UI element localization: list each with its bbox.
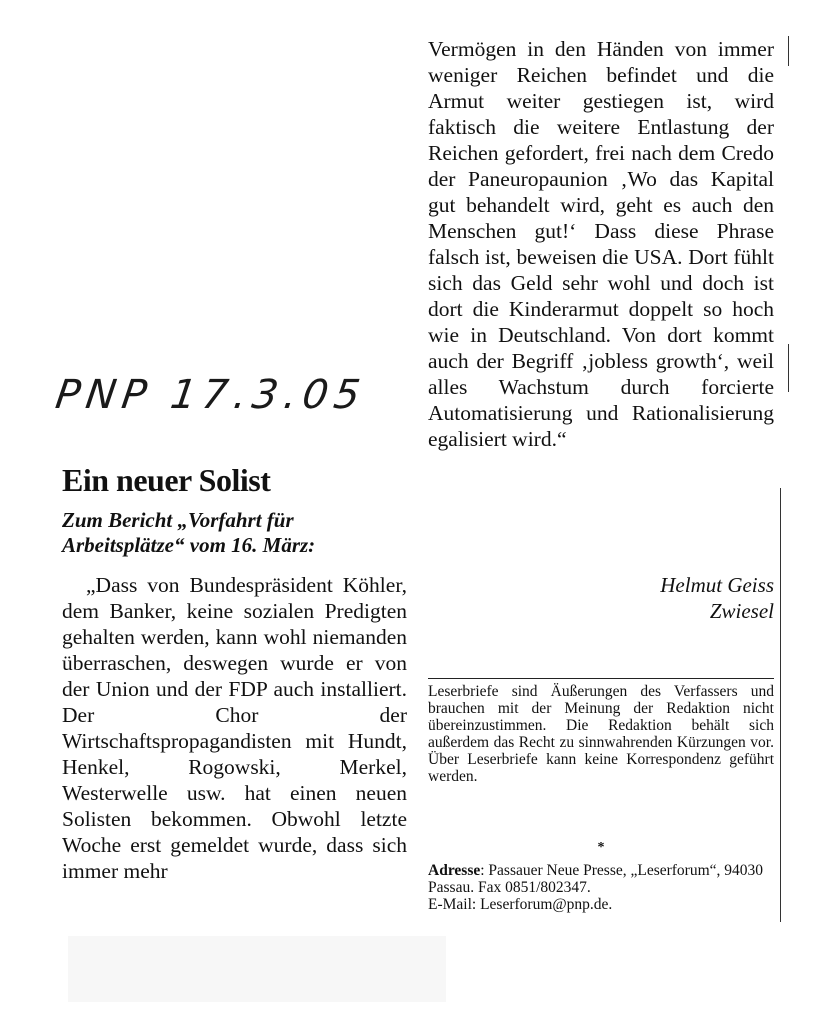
article-body-left-text: „Dass von Bundespräsident Köhler, dem Banker, keine sozialen Predigten gehalten werden, kann wohl niemanden überraschen, deswegen wurde er von der Union und der FDP auch installiert. Der Chor der Wirtschaftspropagandisten mit Hundt, Henkel, Rogowski, Merkel, Westerwelle usw. hat einen neuen Solisten bekommen. Obwohl letzte Woche erst gemeldet wurde, dass sich immer mehr [62, 573, 407, 883]
disclaimer-note: Leserbriefe sind Äußerungen des Verfassers und brauchen mit der Meinung der Redaktion nicht übereinzustimmen. Die Redaktion behält sich außerdem das Recht zu sinnwahrenden Kürzungen vor. Über Leserbriefe kann keine Korrespondenz geführt werden. [428, 683, 774, 785]
address-text: : Passauer Neue Presse, „Leserforum“, 94030 Passau. Fax 0851/802347. [428, 862, 764, 896]
article-headline: Ein neuer Solist [62, 462, 271, 498]
article-body-left-column [62, 572, 407, 884]
separator-star: * [597, 840, 605, 855]
scan-shadow [68, 936, 446, 1002]
column-edge-line-middle [788, 344, 789, 392]
author-name: Helmut Geiss [660, 573, 774, 597]
column-edge-line-top [788, 36, 789, 66]
section-divider [428, 678, 774, 679]
address-email: E-Mail: Leserforum@pnp.de. [428, 896, 613, 913]
author-town: Zwiesel [709, 599, 774, 623]
address-block [428, 862, 774, 913]
article-body-right-column [428, 36, 774, 452]
article-subhead: Zum Bericht „Vorfahrt für Arbeitsplätze“ vom 16. März: [62, 508, 316, 557]
column-edge-line-bottom [780, 488, 781, 922]
author-signature [428, 572, 774, 624]
article-body-right-text: Vermögen in den Händen von immer weniger Reichen befindet und die Armut weiter gestiegen ist, wird faktisch die weitere Entlastung der Reichen gefordert, frei nach dem Credo der Paneuropaunion ‚Wo das Kapital gut behandelt wird, geht es auch den Menschen gut!‘ Dass diese Phrase falsch ist, beweisen die USA. Dort fühlt sich das Geld sehr wohl und doch ist dort die Kinderarmut doppelt so hoch wie in Deutschland. Von dort kommt auch der Begriff ‚jobless growth‘, weil alles Wachstum durch forcierte Automatisierung und Rationalisierung egalisiert wird.“ [428, 37, 774, 451]
handwritten-date-note: PNP 17.3.05 [52, 372, 369, 418]
address-label: Adresse [428, 862, 481, 879]
address-line [428, 862, 763, 896]
